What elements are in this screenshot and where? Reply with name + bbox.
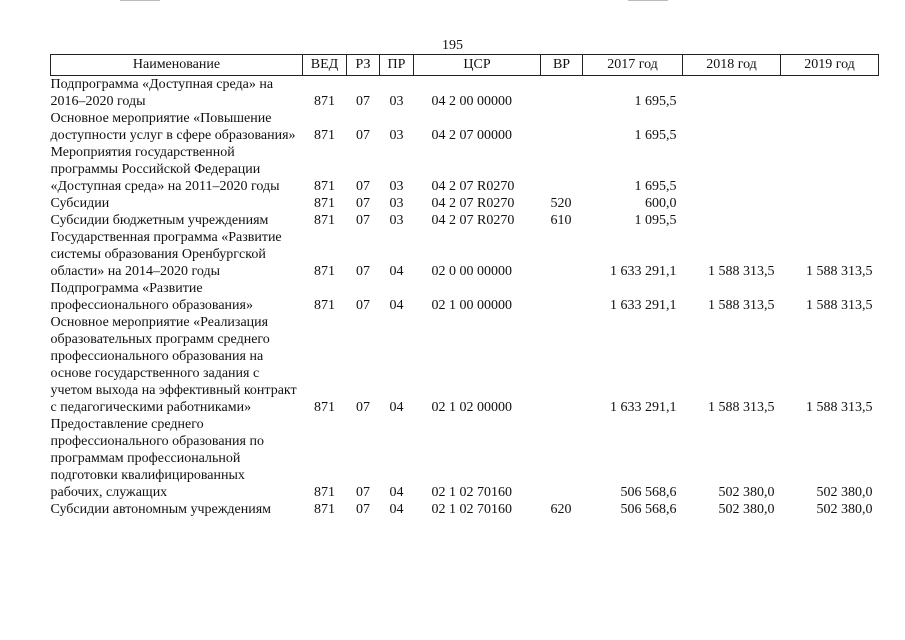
table-row xyxy=(51,76,879,111)
table-row xyxy=(51,501,879,518)
cell-y2019: 502 380,0 xyxy=(816,485,873,500)
cell-rz: 07 xyxy=(356,485,370,500)
cell-pr: 03 xyxy=(389,128,404,143)
cell-rz: 07 xyxy=(356,179,370,194)
cell-vr: 520 xyxy=(550,196,572,211)
cell-y2019 xyxy=(781,144,879,195)
cell-rz: 07 xyxy=(356,400,370,415)
table-row xyxy=(51,314,879,416)
cell-y2019: 502 380,0 xyxy=(816,502,873,517)
table-row xyxy=(51,280,879,314)
cell-ved: 871 xyxy=(314,213,335,228)
cell-name: Подпрограмма «Доступная среда» на 2016–2020 годы xyxy=(50,77,274,109)
cell-y2018: 1 588 313,5 xyxy=(708,298,775,313)
table-row xyxy=(51,110,879,144)
cell-name: Подпрограмма «Развитие профессионального образования» xyxy=(50,281,253,313)
cell-y2019 xyxy=(781,212,879,229)
cell-pr: 03 xyxy=(389,213,404,228)
cell-rz: 07 xyxy=(356,264,370,279)
cell-ved: 871 xyxy=(314,400,335,415)
header-ved: ВЕД xyxy=(303,55,347,76)
cell-csr: 04 2 07 00000 xyxy=(431,128,512,143)
header-2019: 2019 год xyxy=(781,55,879,76)
cell-y2017: 506 568,6 xyxy=(620,502,677,517)
cell-y2019: 1 588 313,5 xyxy=(806,264,873,279)
cell-y2018 xyxy=(683,195,781,212)
cell-name: Мероприятия государственной программы Российской Федерации «Доступная среда» на 2011–2020 годы xyxy=(50,145,280,194)
cell-vr xyxy=(541,76,583,111)
cell-name: Субсидии бюджетным учреждениям xyxy=(50,213,269,228)
cell-rz: 07 xyxy=(356,298,370,313)
cell-y2018 xyxy=(683,76,781,111)
cell-vr: 610 xyxy=(550,213,572,228)
cell-vr xyxy=(541,144,583,195)
cell-y2017: 1 695,5 xyxy=(634,179,677,194)
cell-y2017: 1 633 291,1 xyxy=(610,400,677,415)
cell-ved: 871 xyxy=(314,502,335,517)
cell-csr: 02 1 02 70160 xyxy=(431,485,512,500)
cell-pr: 04 xyxy=(389,502,404,517)
cell-pr: 04 xyxy=(389,298,404,313)
cell-vr xyxy=(541,416,583,501)
cell-pr: 03 xyxy=(389,196,404,211)
header-2017: 2017 год xyxy=(583,55,683,76)
cell-y2018 xyxy=(683,212,781,229)
header-pr: ПР xyxy=(380,55,414,76)
cell-y2018 xyxy=(683,144,781,195)
cell-rz: 07 xyxy=(356,502,370,517)
cell-csr: 02 1 02 70160 xyxy=(431,502,512,517)
table-header-row xyxy=(51,55,879,76)
header-2018: 2018 год xyxy=(683,55,781,76)
cell-vr xyxy=(541,280,583,314)
cell-ved: 871 xyxy=(314,485,335,500)
cell-vr xyxy=(541,314,583,416)
table-row xyxy=(51,144,879,195)
header-vr: ВР xyxy=(541,55,583,76)
cell-name: Субсидии автономным учреждениям xyxy=(50,502,272,517)
cell-y2019 xyxy=(781,76,879,111)
cell-pr: 03 xyxy=(389,179,404,194)
cell-y2017: 506 568,6 xyxy=(620,485,677,500)
cell-rz: 07 xyxy=(356,196,370,211)
cell-csr: 04 2 07 R0270 xyxy=(431,179,515,194)
cell-vr xyxy=(541,229,583,280)
cell-pr: 03 xyxy=(389,94,404,109)
cell-y2018 xyxy=(683,110,781,144)
cell-name: Предоставление среднего профессионального образования по программам профессиональной подготовки квалифицированных рабочих, служащих xyxy=(50,417,264,500)
cell-csr: 04 2 00 00000 xyxy=(431,94,512,109)
cell-csr: 02 0 00 00000 xyxy=(431,264,512,279)
table-row xyxy=(51,212,879,229)
cell-y2017: 1 633 291,1 xyxy=(610,264,677,279)
table-body xyxy=(51,76,879,519)
cell-ved: 871 xyxy=(314,264,335,279)
cell-y2019: 1 588 313,5 xyxy=(806,400,873,415)
cell-csr: 02 1 02 00000 xyxy=(431,400,512,415)
cell-rz: 07 xyxy=(356,213,370,228)
cell-ved: 871 xyxy=(314,94,335,109)
cell-name: Основное мероприятие «Реализация образовательных программ среднего профессионального образования на основе государственного задания с учетом выхода на эффективный контракт с педагогическими работниками» xyxy=(50,315,297,415)
table-row xyxy=(51,195,879,212)
cell-name: Государственная программа «Развитие системы образования Оренбургской области» на 2014–2020 годы xyxy=(50,230,282,279)
cell-y2018: 502 380,0 xyxy=(718,502,775,517)
cell-y2017: 1 695,5 xyxy=(634,94,677,109)
cell-ved: 871 xyxy=(314,179,335,194)
cell-y2018: 502 380,0 xyxy=(718,485,775,500)
cell-vr xyxy=(541,110,583,144)
table-row xyxy=(51,229,879,280)
header-name: Наименование xyxy=(51,55,303,76)
header-rz: РЗ xyxy=(347,55,380,76)
page-edge-line-right xyxy=(628,0,668,1)
cell-name: Субсидии xyxy=(50,196,110,211)
page-edge-line-left xyxy=(120,0,160,1)
cell-pr: 04 xyxy=(389,485,404,500)
cell-y2019: 1 588 313,5 xyxy=(806,298,873,313)
budget-table xyxy=(50,54,879,518)
cell-rz: 07 xyxy=(356,128,370,143)
cell-name: Основное мероприятие «Повышение доступности услуг в сфере образования» xyxy=(50,111,296,143)
cell-csr: 04 2 07 R0270 xyxy=(431,196,515,211)
header-csr: ЦСР xyxy=(414,55,541,76)
cell-y2019 xyxy=(781,110,879,144)
cell-csr: 02 1 00 00000 xyxy=(431,298,512,313)
cell-ved: 871 xyxy=(314,128,335,143)
cell-ved: 871 xyxy=(314,196,335,211)
cell-y2018: 1 588 313,5 xyxy=(708,400,775,415)
cell-y2017: 600,0 xyxy=(645,196,677,211)
cell-y2019 xyxy=(781,195,879,212)
cell-csr: 04 2 07 R0270 xyxy=(431,213,515,228)
cell-y2018: 1 588 313,5 xyxy=(708,264,775,279)
cell-rz: 07 xyxy=(356,94,370,109)
cell-pr: 04 xyxy=(389,264,404,279)
cell-vr: 620 xyxy=(550,502,572,517)
page-number: 195 xyxy=(442,38,463,53)
table-row xyxy=(51,416,879,501)
cell-ved: 871 xyxy=(314,298,335,313)
cell-y2017: 1 633 291,1 xyxy=(610,298,677,313)
cell-y2017: 1 095,5 xyxy=(634,213,677,228)
cell-y2017: 1 695,5 xyxy=(634,128,677,143)
cell-pr: 04 xyxy=(389,400,404,415)
